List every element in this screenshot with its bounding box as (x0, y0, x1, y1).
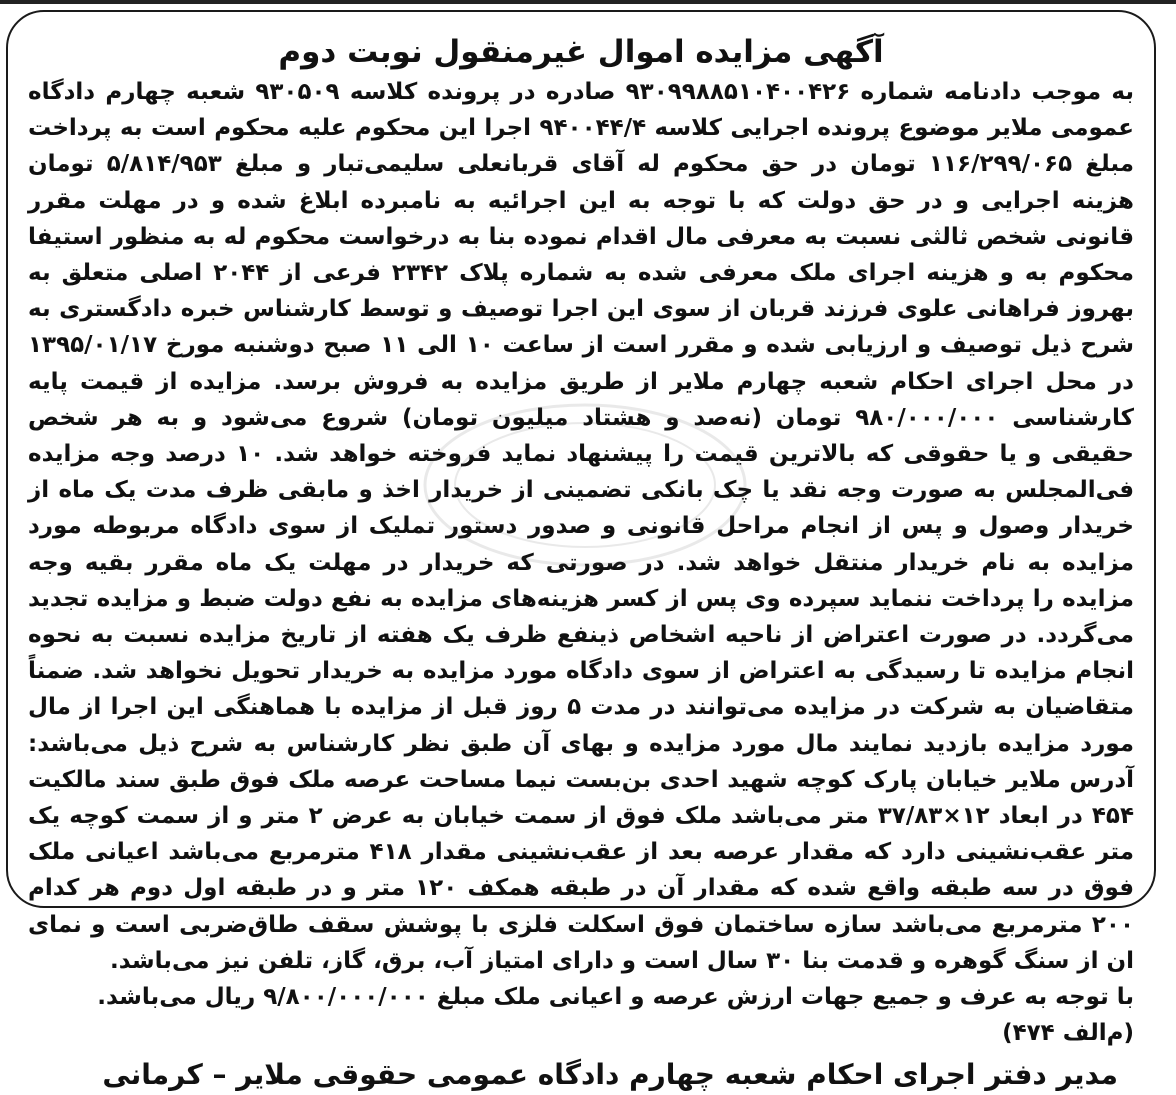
notice-body: به موجب دادنامه شماره ۹۳۰۹۹۸۸۵۱۰۴۰۰۴۲۶ صادره در پرونده کلاسه ۹۳۰۵۰۹ شعبه چهارم دادگاه عمومی ملایر موضوع پرونده اجرایی کلاسه ۹۴۰۰۴۴/۴ اجرا این محکوم علیه محکوم است به پرداخت مبلغ ۱۱۶/۲۹۹/۰۶۵ تومان در حق محکوم له آقای قربانعلی سلیمی‌تبار و مبلغ ۵/۸۱۴/۹۵۳ تومان هزینه اجرایی و در حق دولت که با توجه به این اجرائیه به نامبرده ابلاغ شده و در مهلت مقرر قانونی شخص ثالثی نسبت به معرفی مال اقدام نموده بنا به درخواست محکوم له به منظور استیفا محکوم به و هزینه اجرای ملک معرفی شده به شماره پلاک ۲۳۴۲ فرعی از ۲۰۴۴ اصلی متعلق به بهروز فراهانی علوی فرزند قربان از سوی این اجرا توصیف و توسط کارشناس خبره دادگستری به شرح ذیل توصیف و ارزیابی شده و مقرر است از ساعت ۱۰ الی ۱۱ صبح دوشنبه مورخ ۱۳۹۵/۰۱/۱۷ در محل اجرای احکام شعبه چهارم ملایر از طریق مزایده به فروش برسد. مزایده از قیمت پایه کارشناسی ۹۸۰/۰۰۰/۰۰۰ تومان (نه‌صد و هشتاد میلیون تومان) شروع می‌شود و به هر شخص حقیقی و یا حقوقی که بالاترین قیمت را پیشنهاد نماید فروخته خواهد شد. ۱۰ درصد وجه مزایده فی‌المجلس به صورت وجه نقد یا چک بانکی تضمینی از خریدار اخذ و مابقی ظرف مدت یک ماه از خریدار وصول و پس از انجام مراحل قانونی و صدور دستور تملیک از سوی دادگاه مربوطه مورد مزایده به نام خریدار منتقل خواهد شد. در صورتی که خریدار در مهلت یک ماه مقرر بقیه وجه مزایده را پرداخت ننماید سپرده وی پس از کسر هزینه‌های مزایده به نفع دولت ضبط و مزایده تجدید می‌گردد. در صورت اعتراض از ناحیه اشخاص ذینفع ظرف یک هفته از تاریخ مزایده نسبت به نحوه انجام مزایده تا رسیدگی به اعتراض از سوی دادگاه مورد مزایده به خریدار تحویل نخواهد شد. ضمناً متقاضیان به شرکت در مزایده می‌توانند در مدت ۵ روز قبل از مزایده با هماهنگی این اجرا از مال مورد مزایده بازدید نمایند مال مورد مزایده و بهای آن طبق نظر کارشناس به شرح ذیل می‌باشد: آدرس ملایر خیابان پارک کوچه شهید احدی بن‌بست نیما مساحت عرصه ملک فوق طبق سند مالکیت ۴۵۴ در ابعاد ۱۲×۳۷/۸۳ متر می‌باشد ملک فوق از سمت خیابان به عرض ۲ متر و از سمت کوچه یک متر عقب‌نشینی دارد که مقدار عرصه بعد از عقب‌نشینی مقدار ۴۱۸ مترمربع می‌باشد اعیانی ملک فوق در سه طبقه واقع شده که مقدار آن در طبقه همکف ۱۲۰ متر و در طبقه اول دوم هر کدام ۲۰۰ مترمربع می‌باشد سازه ساختمان فوق اسکلت فلزی با پوشش سقف طاق‌ضربی است و نمای ان از سنگ گوهره و قدمت بنا ۳۰ سال است و دارای امتیاز آب، برق، گاز، تلفن نیز می‌باشد. (28, 79, 1134, 974)
notice-signature: مدیر دفتر اجرای احکام شعبه چهارم دادگاه عمومی حقوقی ملایر – کرمانی (102, 1058, 1118, 1092)
notice-closing-line: با توجه به عرف و جمیع جهات ارزش عرصه و اعیانی ملک مبلغ ۹/۸۰۰/۰۰۰/۰۰۰ ریال می‌باشد.(م‌الف ۴۷۴) (97, 984, 1134, 1047)
top-border-rule (0, 0, 1176, 4)
notice-title: آگهی مزایده اموال غیرمنقول نوبت دوم (278, 34, 884, 70)
auction-notice-frame (6, 10, 1156, 1092)
